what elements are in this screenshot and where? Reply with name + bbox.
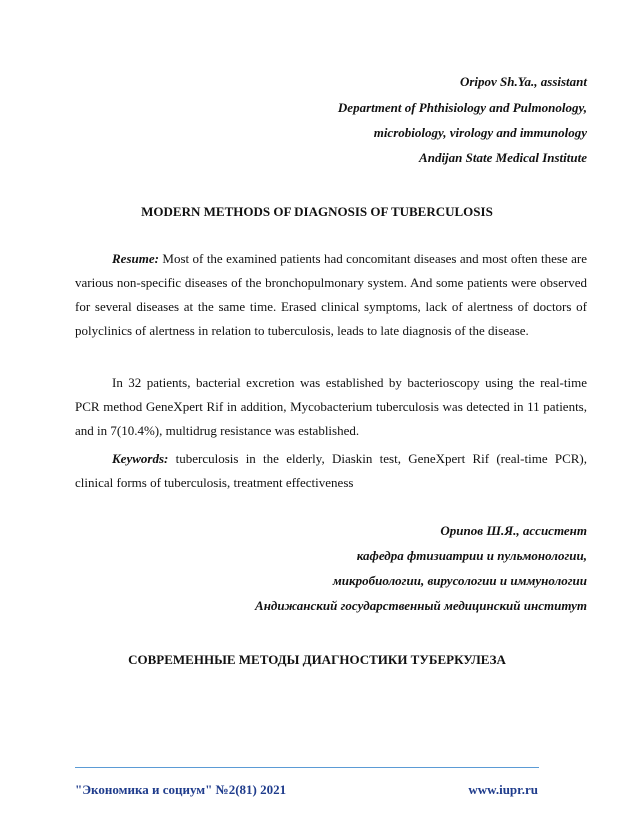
resume-text: Most of the examined patients had concomitant diseases and most often these are various non-specific diseases of the bronchopulmonary system. And some patients were observed for several diseases at the same time. Erased clinical symptoms, lack of alertness of doctors of polyclinics of alertness in relation to tuberculosis, leads to late diagnosis of the disease. [75, 251, 587, 338]
article-title-en: MODERN METHODS OF DIAGNOSIS OF TUBERCULOSIS [141, 204, 493, 219]
resume-paragraph [75, 247, 587, 343]
department-subfields-en: microbiology, virology and immunology [373, 125, 587, 140]
footer-rule [75, 767, 539, 768]
footer-website-link[interactable]: www.iupr.ru [468, 782, 538, 797]
author-name-en: Oripov Sh.Ya., assistant [459, 74, 587, 89]
author-name-ru: Орипов Ш.Я., ассистент [440, 523, 587, 538]
keywords-paragraph [75, 447, 587, 495]
article-title-ru: СОВРЕМЕННЫЕ МЕТОДЫ ДИАГНОСТИКИ ТУБЕРКУЛЕЗА [128, 652, 506, 667]
keywords-text: tuberculosis in the elderly, Diaskin test, GeneXpert Rif (real-time PCR), clinical forms of tuberculosis, treatment effectiveness [75, 451, 588, 490]
resume-label: Resume: [112, 251, 159, 266]
department-en: Department of Phthisiology and Pulmonology, [337, 100, 587, 115]
institute-ru: Андижанский государственный медицинский институт [255, 598, 587, 613]
keywords-label: Keywords: [112, 451, 169, 466]
department-ru: кафедра фтизиатрии и пульмонологии, [356, 548, 587, 563]
footer-journal: "Экономика и социум" №2(81) 2021 [75, 782, 287, 797]
department-subfields-ru: микробиологии, вирусологии и иммунологии [332, 573, 587, 588]
results-paragraph: In 32 patients, bacterial excretion was established by bacterioscopy using the real-time PCR method GeneXpert Rif in addition, Mycobacterium tuberculosis was detected in 11 patients, and in 7(10.4%), multidrug resistance was established. [75, 375, 587, 438]
institute-en: Andijan State Medical Institute [419, 150, 587, 165]
